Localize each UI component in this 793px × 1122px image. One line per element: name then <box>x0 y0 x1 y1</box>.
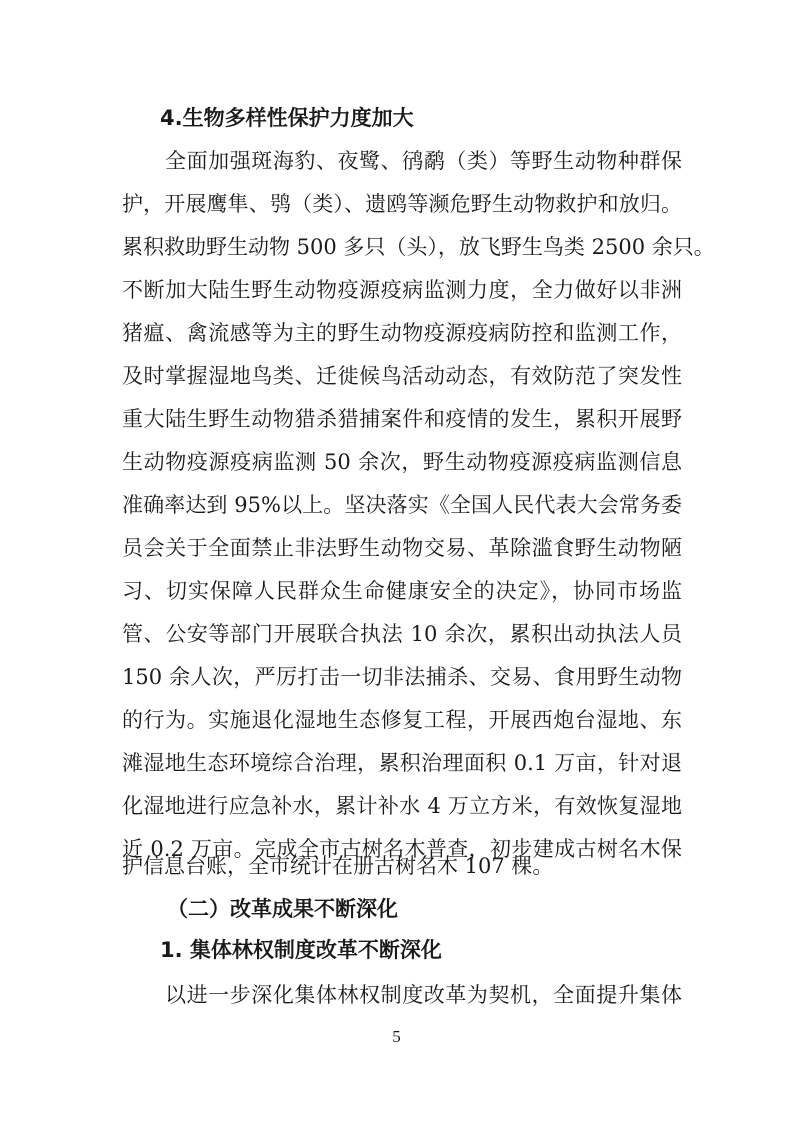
paragraph-line: 习、切实保障人民群众生命健康安全的决定》，协同市场监 <box>122 579 682 603</box>
paragraph-line: 全面加强斑海豹、夜鹭、鸻鹬（类）等野生动物种群保 <box>165 149 682 173</box>
paragraph-line: 近 0.2 万亩。完成全市古树名木普查，初步建成古树名木保 <box>122 837 682 861</box>
paragraph-line: 的行为。实施退化湿地生态修复工程，开展西炮台湿地、东 <box>122 708 682 732</box>
paragraph-line: 护，开展鹰隼、鸮（类）、遗鸥等濒危野生动物救护和放归。 <box>122 192 682 216</box>
paragraph-line: 及时掌握湿地鸟类、迁徙候鸟活动动态，有效防范了突发性 <box>122 364 682 388</box>
paragraph-line: 化湿地进行应急补水，累计补水 4 万立方米，有效恢复湿地 <box>122 794 682 818</box>
paragraph-line: 员会关于全面禁止非法野生动物交易、革除滥食野生动物陋 <box>122 536 682 560</box>
paragraph-line: 重大陆生野生动物猎杀猎捕案件和疫情的发生，累积开展野 <box>122 407 682 431</box>
section-4-heading: 4.生物多样性保护力度加大 <box>160 106 414 130</box>
page-number: 5 <box>392 1027 401 1046</box>
paragraph-line: 猪瘟、禽流感等为主的野生动物疫源疫病防控和监测工作， <box>122 321 682 345</box>
paragraph-line: 管、公安等部门开展联合执法 10 余次，累积出动执法人员 <box>122 622 682 646</box>
subsection-heading: （二）改革成果不断深化 <box>167 897 398 921</box>
paragraph-line: 滩湿地生态环境综合治理，累积治理面积 0.1 万亩，针对退 <box>122 751 682 775</box>
paragraph-line-last: 护信息台账，全市统计在册古树名木 107 棵。 <box>122 854 554 878</box>
paragraph-line: 不断加大陆生野生动物疫源疫病监测力度，全力做好以非洲 <box>122 278 682 302</box>
paragraph-line: 生动物疫源疫病监测 50 余次，野生动物疫源疫病监测信息 <box>122 450 682 474</box>
section-1-heading: 1. 集体林权制度改革不断深化 <box>160 938 442 962</box>
paragraph-line: 累积救助野生动物 500 多只（头），放飞野生鸟类 2500 余只。 <box>122 235 715 259</box>
paragraph-line: 准确率达到 95%以上。坚决落实《全国人民代表大会常务委 <box>122 493 682 517</box>
paragraph-line: 150 余人次，严厉打击一切非法捕杀、交易、食用野生动物 <box>122 665 682 689</box>
paragraph-line: 以进一步深化集体林权制度改革为契机，全面提升集体 <box>165 983 682 1007</box>
